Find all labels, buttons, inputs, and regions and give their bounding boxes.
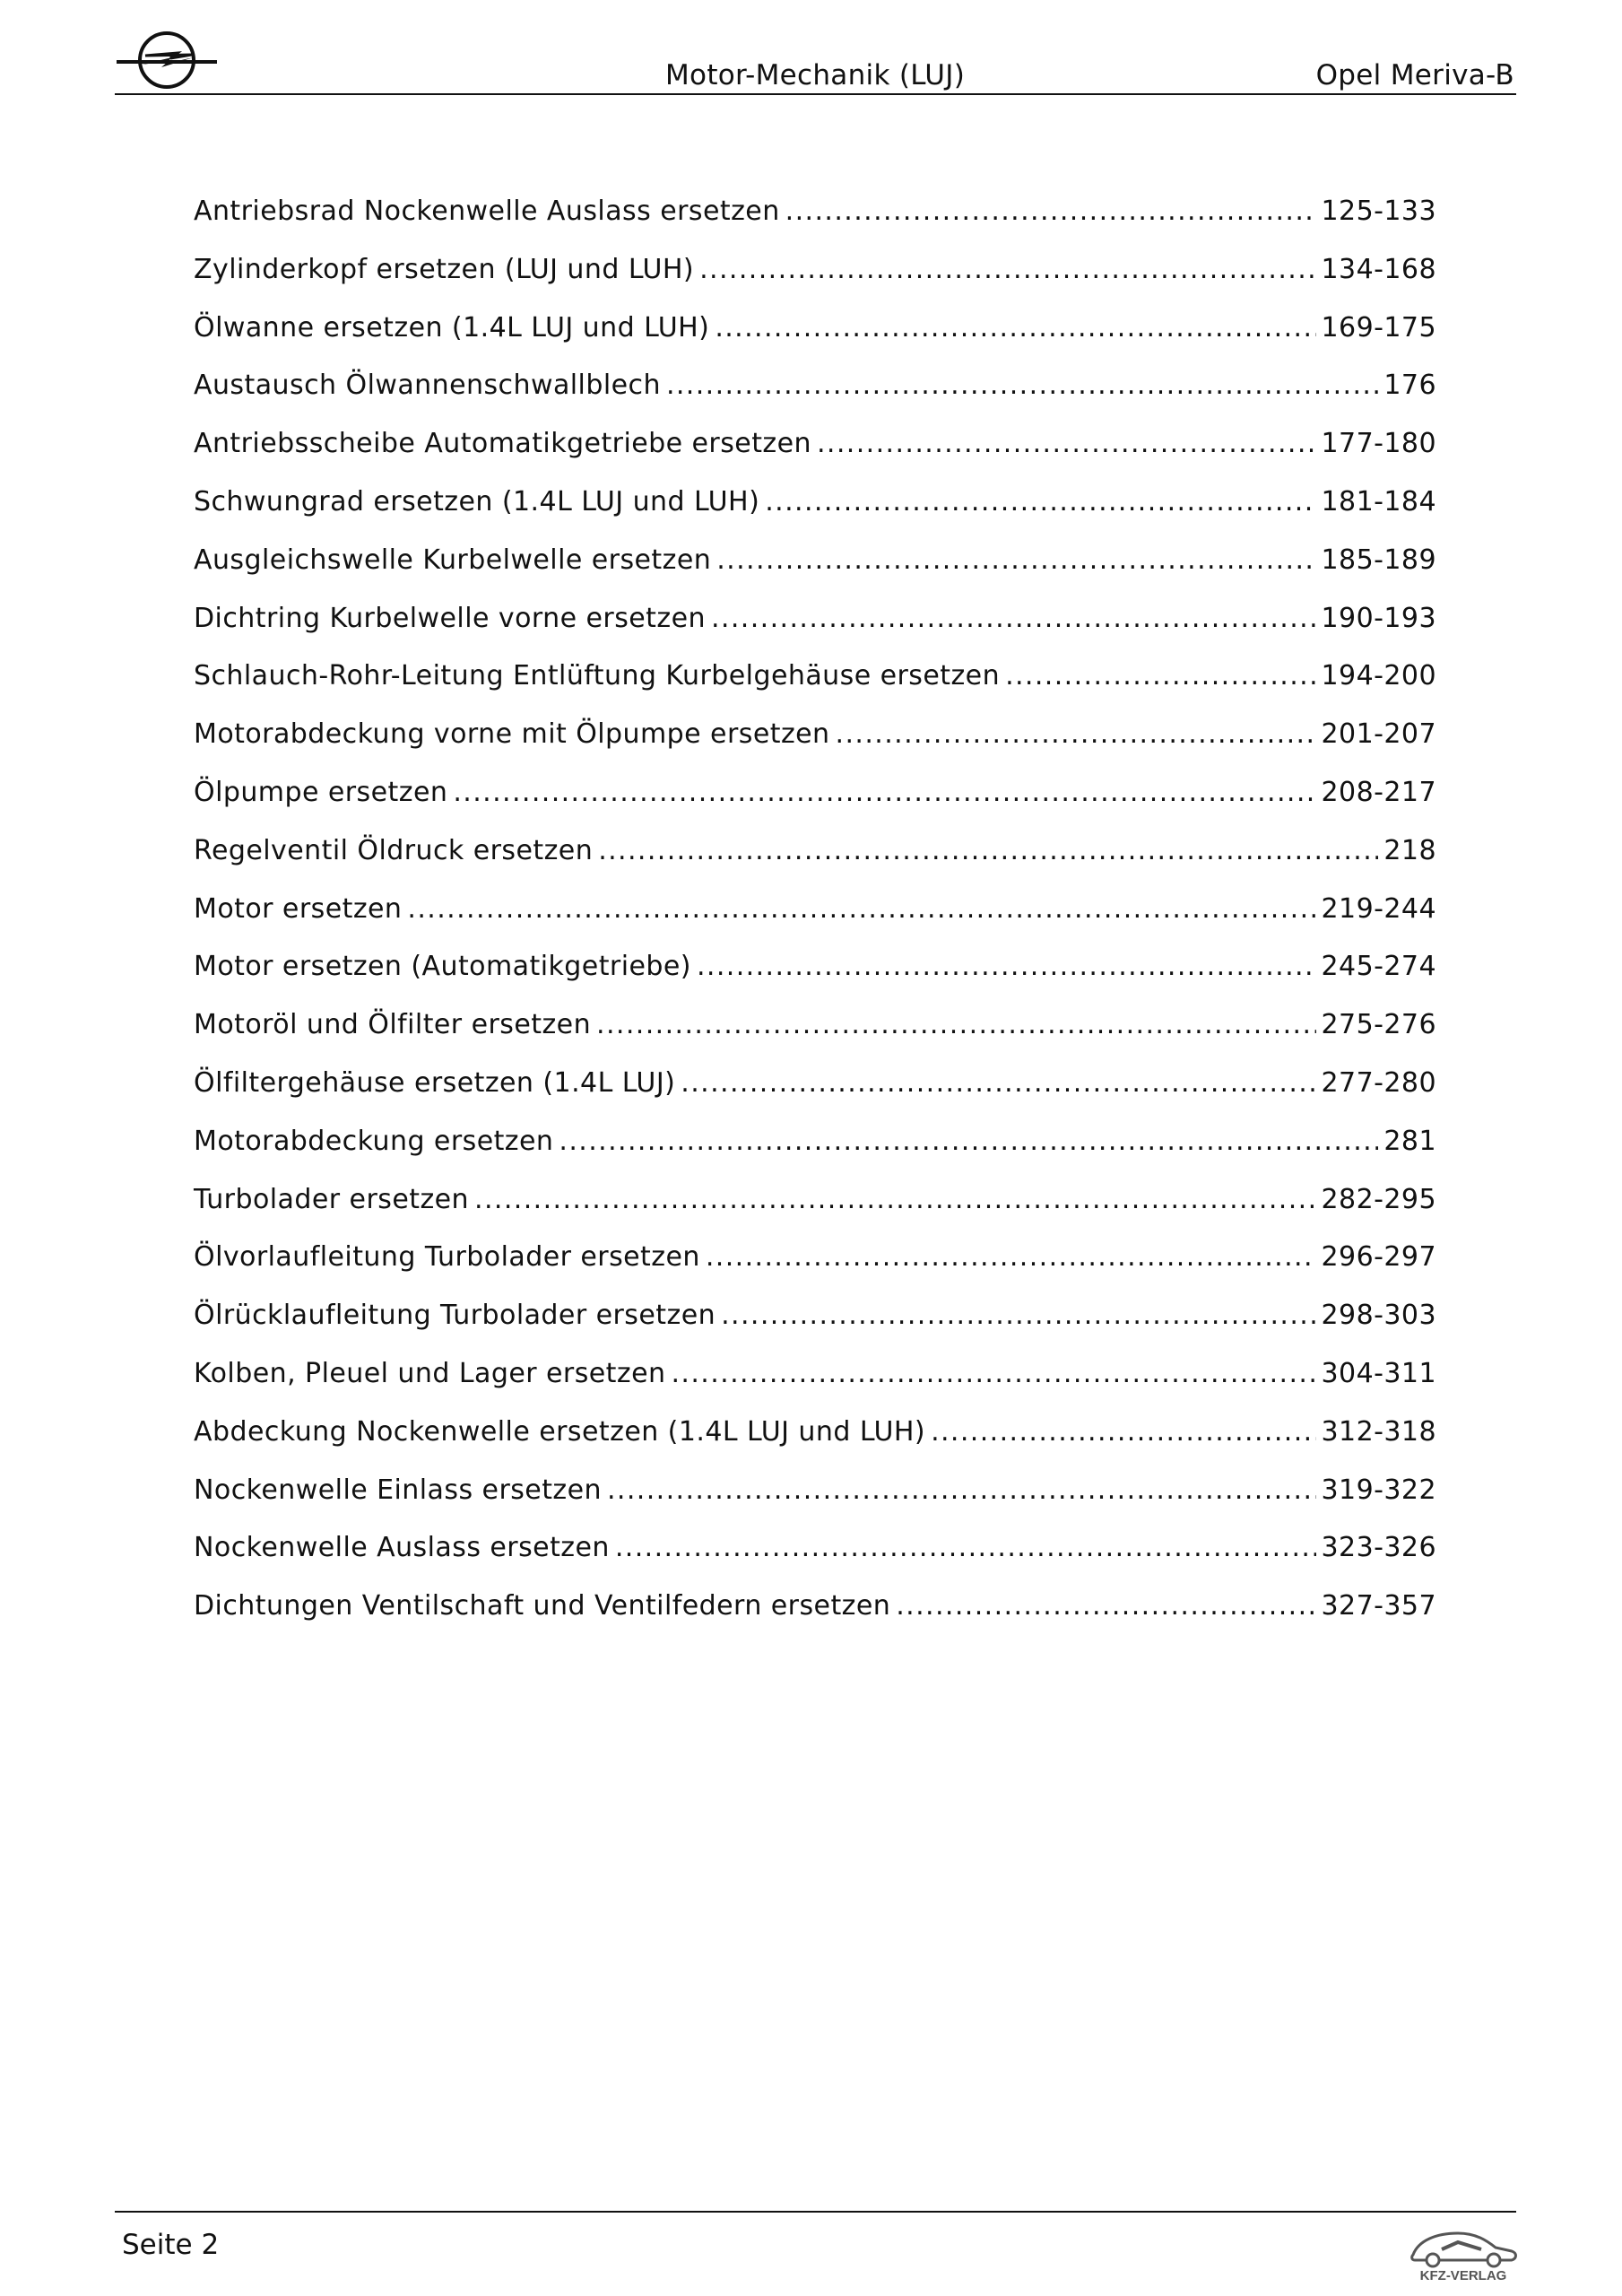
toc-entry-title: Ölvorlaufleitung Turbolader ersetzen [194,1241,700,1274]
toc-leader-dots [474,1182,1315,1218]
toc-entry-pages: 194-200 [1321,660,1436,692]
kfz-verlag-logo-icon [1406,2215,1521,2287]
toc-leader-dots [681,1065,1315,1101]
toc-entry[interactable] [194,484,1436,543]
toc-entry-pages: 169-175 [1321,311,1436,344]
toc-leader-dots [596,1007,1315,1043]
toc-leader-dots [765,484,1315,520]
toc-leader-dots [1005,658,1315,694]
header-rule [115,93,1516,95]
page-number: Seite 2 [122,2229,220,2261]
toc-entry-title: Austausch Ölwannenschwallblech [194,370,661,402]
toc-entry-pages: 323-326 [1321,1532,1436,1564]
toc-leader-dots [817,426,1316,462]
toc-entry-pages: 281 [1383,1125,1436,1157]
toc-entry-pages: 319-322 [1321,1474,1436,1506]
toc-entry-pages: 176 [1383,370,1436,402]
toc-entry-title: Motorabdeckung ersetzen [194,1125,554,1157]
toc-leader-dots [721,1298,1315,1334]
toc-entry[interactable] [194,1356,1436,1414]
toc-leader-dots [697,949,1316,985]
toc-entry-pages: 201-207 [1321,718,1436,751]
toc-entry[interactable] [194,426,1436,484]
toc-leader-dots [706,1239,1316,1275]
toc-entry-pages: 134-168 [1321,253,1436,285]
toc-entry-title: Motoröl und Ölfilter ersetzen [194,1009,592,1041]
toc-entry-pages: 208-217 [1321,776,1436,808]
toc-entry[interactable] [194,775,1436,833]
toc-entry-pages: 312-318 [1321,1415,1436,1448]
toc-entry[interactable] [194,891,1436,950]
toc-entry-pages: 304-311 [1321,1357,1436,1389]
toc-entry[interactable] [194,1414,1436,1473]
toc-entry-title: Antriebsscheibe Automatikgetriebe ersetzen [194,428,811,460]
toc-entry-pages: 177-180 [1321,428,1436,460]
toc-entry-pages: 245-274 [1321,951,1436,983]
toc-entry-pages: 277-280 [1321,1066,1436,1099]
footer-rule [115,2211,1516,2213]
toc-entry[interactable] [194,310,1436,369]
toc-entry-title: Dichtungen Ventilschaft und Ventilfedern ersetzen [194,1590,891,1622]
toc-entry-title: Nockenwelle Auslass ersetzen [194,1532,610,1564]
toc-leader-dots [407,891,1315,927]
toc-entry[interactable] [194,1588,1436,1647]
toc-entry-title: Ölfiltergehäuse ersetzen (1.4L LUJ) [194,1066,676,1099]
toc-entry[interactable] [194,252,1436,310]
kfz-verlag-logo-text: KFZ-VERLAG [1419,2268,1507,2283]
toc-entry[interactable] [194,1473,1436,1531]
toc-leader-dots [671,1356,1315,1392]
toc-leader-dots [896,1588,1315,1624]
toc-entry-title: Antriebsrad Nockenwelle Auslass ersetzen [194,196,780,227]
toc-entry[interactable] [194,1124,1436,1182]
opel-logo-icon [115,25,219,95]
toc-entry[interactable] [194,949,1436,1007]
table-of-contents [194,194,1436,1647]
toc-entry-title: Kolben, Pleuel und Lager ersetzen [194,1357,666,1389]
toc-leader-dots [785,194,1316,230]
toc-entry[interactable] [194,1182,1436,1240]
toc-leader-dots [615,1530,1316,1566]
toc-entry[interactable] [194,601,1436,659]
toc-entry-title: Ölrücklaufleitung Turbolader ersetzen [194,1300,716,1332]
toc-leader-dots [836,717,1316,752]
toc-entry[interactable] [194,833,1436,891]
toc-entry[interactable] [194,368,1436,426]
toc-entry-title: Schlauch-Rohr-Leitung Entlüftung Kurbelgehäuse ersetzen [194,660,1001,692]
toc-entry-title: Ausgleichswelle Kurbelwelle ersetzen [194,544,712,576]
toc-leader-dots [715,310,1315,346]
toc-entry[interactable] [194,1065,1436,1124]
header-title: Motor-Mechanik (LUJ) [665,59,966,91]
toc-entry-pages: 275-276 [1321,1009,1436,1041]
toc-entry-title: Motorabdeckung vorne mit Ölpumpe ersetzen [194,718,830,751]
toc-leader-dots [699,252,1315,288]
toc-entry-pages: 327-357 [1321,1590,1436,1622]
toc-entry-pages: 282-295 [1321,1183,1436,1215]
toc-leader-dots [453,775,1315,811]
toc-entry-title: Ölwanne ersetzen (1.4L LUJ und LUH) [194,311,710,344]
toc-entry-pages: 298-303 [1321,1300,1436,1332]
toc-entry-pages: 125-133 [1321,196,1436,227]
toc-entry-pages: 296-297 [1321,1241,1436,1274]
header-model: Opel Meriva-B [1315,59,1514,91]
toc-entry-title: Zylinderkopf ersetzen (LUJ und LUH) [194,253,695,285]
toc-entry[interactable] [194,194,1436,252]
toc-entry[interactable] [194,1530,1436,1588]
toc-entry-pages: 190-193 [1321,602,1436,634]
toc-leader-dots [598,833,1378,869]
toc-entry-title: Ölpumpe ersetzen [194,776,448,808]
toc-entry-title: Nockenwelle Einlass ersetzen [194,1474,602,1506]
toc-entry[interactable] [194,543,1436,601]
toc-entry-title: Motor ersetzen [194,892,403,925]
toc-entry-title: Schwungrad ersetzen (1.4L LUJ und LUH) [194,485,760,517]
toc-entry-title: Abdeckung Nockenwelle ersetzen (1.4L LUJ und LUH) [194,1415,926,1448]
toc-entry-title: Motor ersetzen (Automatikgetriebe) [194,951,691,983]
toc-entry[interactable] [194,1298,1436,1356]
toc-leader-dots [559,1124,1378,1160]
toc-entry[interactable] [194,658,1436,717]
toc-leader-dots [716,543,1315,578]
toc-entry[interactable] [194,1007,1436,1065]
toc-leader-dots [607,1473,1316,1509]
toc-entry-title: Turbolader ersetzen [194,1183,470,1215]
toc-entry-pages: 185-189 [1321,544,1436,576]
toc-leader-dots [711,601,1316,637]
toc-entry-pages: 219-244 [1321,892,1436,925]
toc-entry-pages: 218 [1383,834,1436,866]
toc-leader-dots [931,1414,1315,1450]
toc-entry-title: Dichtring Kurbelwelle vorne ersetzen [194,602,706,634]
toc-entry[interactable] [194,1239,1436,1298]
toc-leader-dots [666,368,1378,404]
toc-entry-title: Regelventil Öldruck ersetzen [194,834,594,866]
toc-entry-pages: 181-184 [1321,485,1436,517]
toc-entry[interactable] [194,717,1436,775]
